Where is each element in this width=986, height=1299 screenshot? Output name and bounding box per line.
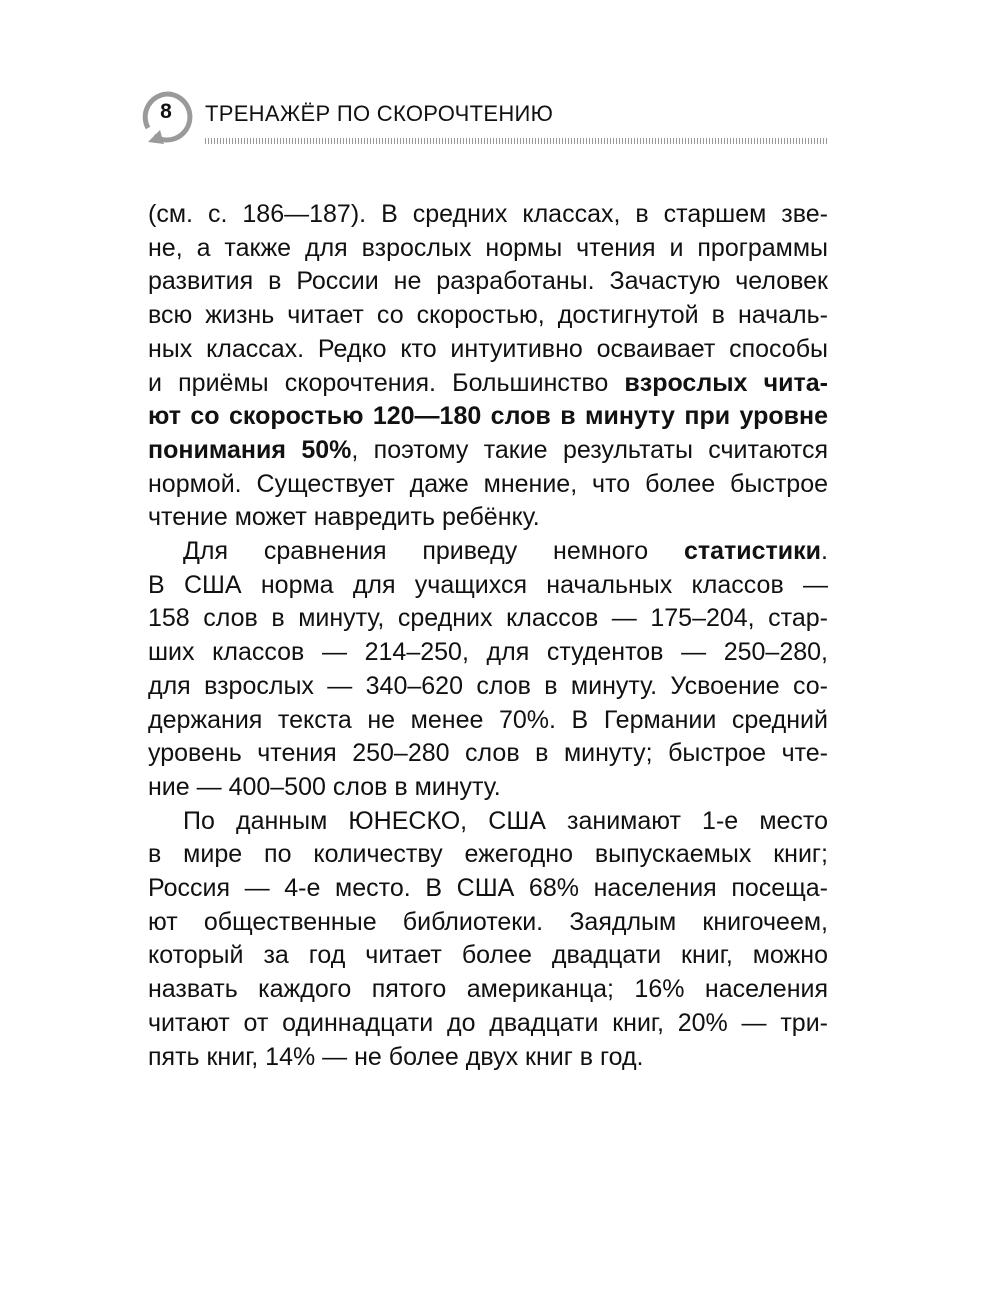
text: В США норма для учащихся начальных классов — xyxy=(148,570,828,599)
text-line xyxy=(148,670,828,704)
text: ние — 400–500 слов в минуту. xyxy=(148,772,501,801)
text: ших классов — 214–250, для студентов — 250–280, xyxy=(148,638,828,667)
bold-text: статистики xyxy=(683,537,822,566)
running-title: ТРЕНАЖЁР ПО СКОРОЧТЕНИЮ xyxy=(205,101,554,126)
text: не, а также для взрослых нормы чтения и программы xyxy=(148,233,828,262)
text-line xyxy=(148,434,828,468)
text-line xyxy=(148,367,828,401)
text-line xyxy=(148,805,828,839)
bold-text: понимания 50% xyxy=(148,435,352,464)
body-text xyxy=(148,198,828,1074)
text: 158 слов в минуту, средних классов — 175–204, стар- xyxy=(148,604,828,633)
bold-text: ют со скоростью 120—180 слов в минуту при уровне xyxy=(148,402,828,431)
dotted-rule xyxy=(205,138,828,144)
bold-text: взрослых чита- xyxy=(624,368,828,397)
paragraph xyxy=(148,535,828,805)
paragraph xyxy=(148,198,828,535)
text-line xyxy=(148,299,828,333)
text: ных классах. Редко кто интуитивно осваивает способы xyxy=(148,334,828,363)
text-line xyxy=(148,872,828,906)
text: (см. с. 186—187). В средних классах, в старшем зве- xyxy=(148,200,828,228)
text-line xyxy=(148,704,828,738)
page-number: 8 xyxy=(160,100,172,123)
text-line xyxy=(148,737,828,771)
text: и приёмы скорочтения. Большинство xyxy=(148,368,625,397)
text: развития в России не разработаны. Зачастую человек xyxy=(148,267,828,296)
text: пять книг, 14% — не более двух книг в год. xyxy=(148,1042,644,1071)
text-line xyxy=(148,771,828,805)
text: Россия — 4-е место. В США 68% населения посеща- xyxy=(148,874,828,903)
text-line xyxy=(148,232,828,266)
text: всю жизнь читает со скоростью, достигнутой в началь- xyxy=(148,301,828,330)
text: держания текста не менее 70%. В Германии средний xyxy=(148,705,828,734)
paragraph xyxy=(148,805,828,1075)
text: Для сравнения приведу немного xyxy=(183,537,684,566)
text-line xyxy=(148,501,828,535)
text-line xyxy=(148,602,828,636)
text: ют общественные библиотеки. Заядлым книгочеем, xyxy=(148,907,828,936)
text-line xyxy=(148,400,828,434)
text-line xyxy=(148,468,828,502)
text: чтение может навредить ребёнку. xyxy=(148,503,540,532)
text: для взрослых — 340–620 слов в минуту. Усвоение со- xyxy=(148,671,828,700)
text: . xyxy=(821,537,828,566)
text-line xyxy=(148,198,828,232)
text-line xyxy=(148,906,828,940)
text: назвать каждого пятого американца; 16% населения xyxy=(148,975,828,1004)
text-line xyxy=(148,1041,828,1075)
text: читают от одиннадцати до двадцати книг, 20% — три- xyxy=(148,1008,828,1037)
text: который за год читает более двадцати книг, можно xyxy=(148,941,828,970)
text: нормой. Существует даже мнение, что более быстрое xyxy=(148,469,828,498)
text: , поэтому такие результаты считаются xyxy=(351,435,828,464)
text-line xyxy=(148,535,828,569)
text-line xyxy=(148,333,828,367)
text-line xyxy=(148,636,828,670)
text: По данным ЮНЕСКО, США занимают 1-е место xyxy=(183,806,828,835)
text-line xyxy=(148,838,828,872)
text-line xyxy=(148,1007,828,1041)
text: уровень чтения 250–280 слов в минуту; быстрое чте- xyxy=(148,739,828,768)
text-line xyxy=(148,973,828,1007)
text: в мире по количеству ежегодно выпускаемых книг; xyxy=(148,840,828,869)
text-line xyxy=(148,265,828,299)
text-line xyxy=(148,939,828,973)
text-line xyxy=(148,569,828,603)
